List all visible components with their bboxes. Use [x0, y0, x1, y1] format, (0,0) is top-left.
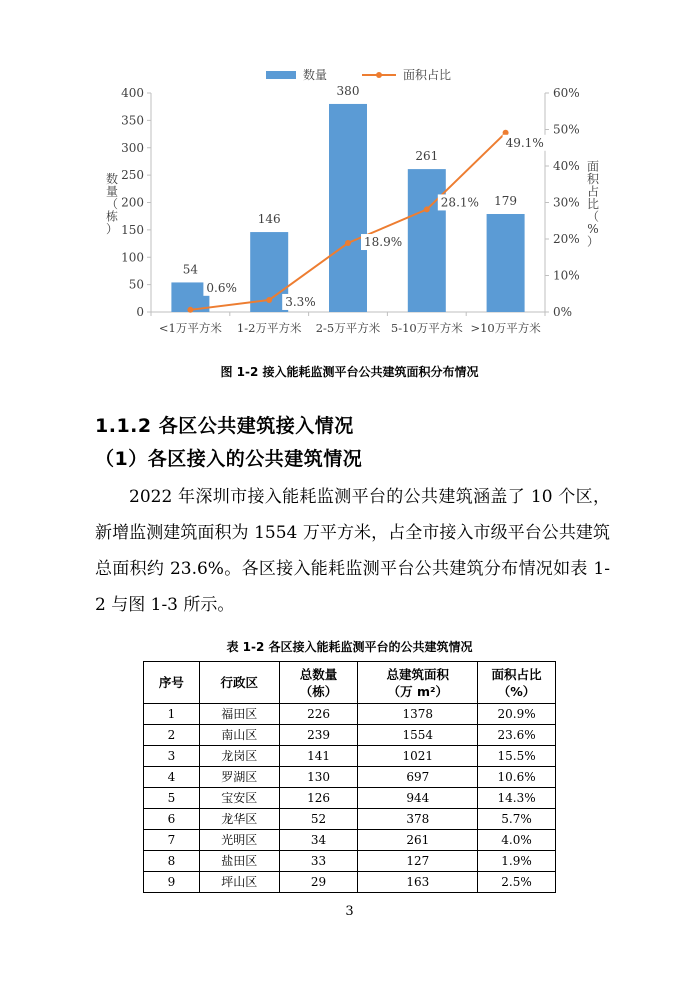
- table-row: [144, 704, 556, 725]
- x-tick-label: 1-2万平方米: [236, 321, 302, 335]
- bar: [329, 104, 367, 312]
- y-left-tick-label: 400: [121, 86, 144, 100]
- table-row: [144, 725, 556, 746]
- table-cell: 罗湖区: [199, 767, 279, 788]
- table-cell: 261: [358, 830, 478, 851]
- y-left-axis-title: 数量（栋）: [105, 172, 119, 236]
- bar-value-label: 146: [257, 212, 281, 227]
- table-cell: 1554: [358, 725, 478, 746]
- line-point: [424, 206, 430, 212]
- y-right-tick-label: 30%: [553, 195, 580, 210]
- y-right-tick-label: 60%: [553, 86, 580, 100]
- table-cell: 宝安区: [199, 788, 279, 809]
- x-tick-label: 2-5万平方米: [315, 321, 381, 335]
- table-header-cell: 面积占比 （%）: [478, 662, 556, 704]
- section-subheading: （1）各区接入的公共建筑情况: [95, 448, 363, 470]
- figure-caption: 图 1-2 接入能耗监测平台公共建筑面积分布情况: [220, 365, 479, 379]
- body-paragraph: 2022 年深圳市接入能耗监测平台的公共建筑涵盖了 10 个区，新增监测建筑面积为 1554 万平方米，占全市接入市级平台公共建筑总面积约 23.6%。各区接入能耗监测平台公共建筑分布情况如表 1-2 与图 1-3 所示。: [95, 487, 610, 615]
- table-caption: 表 1-2 各区接入能耗监测平台的公共建筑情况: [226, 640, 473, 654]
- legend-bar-swatch: [266, 71, 296, 79]
- page-number: 3: [345, 904, 354, 919]
- table-row: [144, 809, 556, 830]
- table-cell: 10.6%: [478, 767, 556, 788]
- table-cell: 141: [279, 746, 358, 767]
- table-cell: 4.0%: [478, 830, 556, 851]
- table-cell: 226: [279, 704, 358, 725]
- table-cell: 南山区: [199, 725, 279, 746]
- table-cell: 1: [144, 704, 200, 725]
- table-cell: 697: [358, 767, 478, 788]
- table-cell: 163: [358, 872, 478, 893]
- bar: [487, 214, 525, 312]
- table-cell: 坪山区: [199, 872, 279, 893]
- table-row: [144, 788, 556, 809]
- line-value-label: 18.9%: [364, 235, 403, 250]
- line-point: [187, 307, 193, 313]
- line-point: [345, 240, 351, 246]
- y-right-tick-label: 50%: [553, 122, 580, 137]
- y-right-tick-label: 40%: [553, 159, 580, 173]
- line-value-label: 3.3%: [285, 294, 316, 309]
- table-header-cell: 总数量 （栋）: [279, 662, 358, 704]
- table-cell: 52: [279, 809, 358, 830]
- line-value-label: 0.6%: [206, 280, 237, 295]
- y-left-tick-label: 350: [121, 113, 144, 128]
- table-cell: 23.6%: [478, 725, 556, 746]
- y-right-tick-label: 10%: [553, 268, 580, 283]
- table-cell: 9: [144, 872, 200, 893]
- table-cell: 光明区: [199, 830, 279, 851]
- table-cell: 福田区: [199, 704, 279, 725]
- legend-line-marker: [376, 72, 382, 78]
- x-tick-label: 5-10万平方米: [390, 321, 463, 335]
- table-header-cell: 总建筑面积 （万 m²）: [358, 662, 478, 704]
- table-cell: 2: [144, 725, 200, 746]
- table-cell: 127: [358, 851, 478, 872]
- y-right-tick-label: 0%: [553, 305, 573, 319]
- table-cell: 5.7%: [478, 809, 556, 830]
- bar-value-label: 261: [415, 149, 439, 164]
- table-cell: 龙华区: [199, 809, 279, 830]
- table-cell: 29: [279, 872, 358, 893]
- table-cell: 3: [144, 746, 200, 767]
- table-header-unit: （栋）: [299, 683, 338, 699]
- table-cell: 15.5%: [478, 746, 556, 767]
- x-tick-label: >10万平方米: [470, 321, 541, 335]
- y-left-tick-label: 250: [121, 168, 144, 183]
- table-header-unit: （万 m²）: [387, 683, 448, 699]
- table-cell: 6: [144, 809, 200, 830]
- table-header-row: [144, 662, 556, 704]
- y-left-tick-label: 150: [121, 222, 144, 237]
- area-distribution-chart: [0, 0, 699, 355]
- table-cell: 1.9%: [478, 851, 556, 872]
- y-left-tick-label: 50: [128, 277, 144, 292]
- x-tick-label: <1万平方米: [158, 321, 222, 335]
- table-cell: 1378: [358, 704, 478, 725]
- y-left-tick-label: 100: [121, 250, 144, 265]
- table-cell: 239: [279, 725, 358, 746]
- bar-value-label: 380: [336, 83, 360, 98]
- table-cell: 33: [279, 851, 358, 872]
- table-body: [144, 704, 556, 893]
- legend-bar-label: 数量: [303, 68, 328, 82]
- table-cell: 5: [144, 788, 200, 809]
- table-cell: 龙岗区: [199, 746, 279, 767]
- line-value-label: 49.1%: [505, 135, 544, 150]
- table-cell: 1021: [358, 746, 478, 767]
- table-row: [144, 851, 556, 872]
- table-cell: 14.3%: [478, 788, 556, 809]
- table-cell: 378: [358, 809, 478, 830]
- table-cell: 20.9%: [478, 704, 556, 725]
- table-cell: 8: [144, 851, 200, 872]
- table-cell: 2.5%: [478, 872, 556, 893]
- table-cell: 7: [144, 830, 200, 851]
- table-header-cell: 行政区: [199, 662, 279, 704]
- table-cell: 盐田区: [199, 851, 279, 872]
- table-header-unit: （%）: [497, 683, 536, 699]
- table-row: [144, 830, 556, 851]
- y-left-tick-label: 300: [121, 140, 144, 155]
- table-cell: 944: [358, 788, 478, 809]
- table-cell: 34: [279, 830, 358, 851]
- y-left-tick-label: 200: [121, 195, 144, 210]
- bar-value-label: 179: [494, 193, 518, 208]
- y-right-axis-title: 面积占比（%）: [586, 159, 600, 249]
- y-right-tick-label: 20%: [553, 232, 580, 246]
- legend-line-label: 面积占比: [403, 68, 452, 82]
- section-heading: 1.1.2 各区公共建筑接入情况: [95, 415, 354, 437]
- table-row: [144, 746, 556, 767]
- bar-value-label: 54: [182, 262, 199, 277]
- y-left-tick-label: 0: [136, 305, 144, 319]
- table-row: [144, 872, 556, 893]
- table-cell: 130: [279, 767, 358, 788]
- line-value-label: 28.1%: [440, 195, 479, 210]
- table-cell: 126: [279, 788, 358, 809]
- line-point: [266, 297, 272, 303]
- bar: [408, 169, 446, 312]
- district-buildings-table: [143, 661, 556, 893]
- table-header-cell: 序号: [144, 662, 200, 704]
- table-cell: 4: [144, 767, 200, 788]
- table-row: [144, 767, 556, 788]
